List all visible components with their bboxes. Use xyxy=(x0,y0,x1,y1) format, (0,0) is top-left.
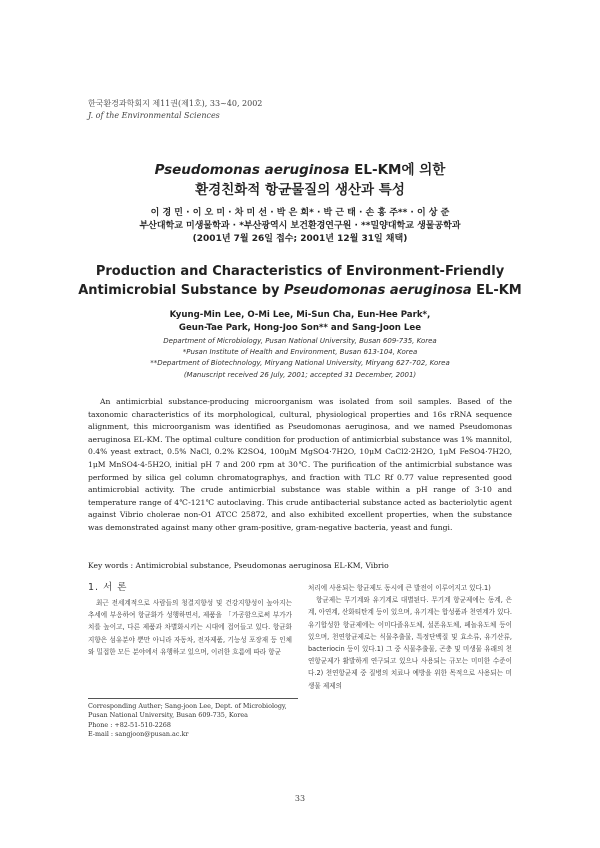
section-heading: 1. 서 론 xyxy=(88,582,128,593)
keywords: Key words : Antimicrobial substance, Pseudomonas aeruginosa EL-KM, Vibrio xyxy=(88,561,389,570)
english-title-line1: Production and Characteristics of Environment-Friendly xyxy=(95,264,505,279)
affiliation-line: Department of Microbiology, Pusan National University, Busan 609-735, Korea xyxy=(163,337,437,345)
korean-title xyxy=(0,160,600,200)
footnote-line: Pusan National University, Busan 609-735, Korea xyxy=(88,711,248,720)
manuscript-dates: (Manuscript received 26 July, 2001; accepted 31 December, 2001) xyxy=(183,370,417,379)
korean-title-species: Pseudomonas aeruginosa xyxy=(154,162,350,178)
corresponding-author-footnote xyxy=(88,698,298,740)
english-title-line2-end: EL-KM xyxy=(471,283,522,298)
left-column xyxy=(88,581,292,658)
korean-title-line1-rest: EL-KM에 의한 xyxy=(349,162,446,178)
english-authors-line1: Kyung-Min Lee, O-Mi Lee, Mi-Sun Cha, Eun-Hee Park*, xyxy=(169,310,431,320)
english-title-species: Pseudomonas aeruginosa xyxy=(284,283,472,298)
korean-title-line2: 환경친화적 항균물질의 생산과 특성 xyxy=(195,182,405,198)
korean-authors-block xyxy=(0,207,600,246)
english-title-line2-start: Antimicrobial Substance by xyxy=(78,283,285,298)
journal-name: J. of the Environmental Sciences xyxy=(88,111,220,120)
footnote-line: Corresponding Auther; Sang-joon Lee, Dept. of Microbiology, xyxy=(88,702,287,710)
english-title xyxy=(0,262,600,300)
korean-affiliation: 부산대학교 미생물학과 · *부산광역시 보건환경연구원 · **밀양대학교 생물공학과 xyxy=(139,221,461,231)
intro-paragraph-2: 항균제는 무기계와 유기계로 대별된다. 무기계 항균제에는 동계, 은계, 아연계, 산화티탄계 등이 있으며, 유기계는 합성품과 천연계가 있다. 유기합성한 항균제에는 이미다졸유도체, 설폰유도체, 페놀유도체 등이 있으며, 천연항균제로는 식물추출물, 특정단백질 및 효소류, 유기산류, bacteriocin 등이 있다.1) 그 중 식물추출물, 곤충 및 미생물 유래의 천연항균제가 활발하게 연구되고 있으나 사용되는 규모는 미미한 수준이다.2) 천연항균제 중 질병의 치료나 예방을 위한 목적으로 사용되는 미생물 제제의 xyxy=(308,596,512,690)
affiliation-line: *Pusan Institute of Health and Environment, Busan 613-104, Korea xyxy=(182,348,418,357)
journal-volume-line: 한국환경과학회지 제11권(제1호), 33~40, 2002 xyxy=(88,99,263,108)
abstract-text: An antimicrbial substance-producing microorganism was isolated from soil samples. Based of the taxonomic characteristics of its morphological, cultural, physiological properties and 16s rRNA sequence alignment, this microorganism was identified as Pseudomonas aeruginosa, and we named Pseudomonas aeruginosa EL-KM. The optimal culture condition for production of antimicrbial substance was 1% mannitol, 0.4% yeast extract, 0.5% NaCl, 0.2% K2SO4, 100μM MgSO4·7H2O, 10μM CaCl2·2H2O, 1μM FeSO4·7H2O, 1μM MnSO4·4-5H2O, initial pH 7 and 200 rpm at 30℃. The purification of the antimicrbial substance was performed by silica gel column chromatographys, and fraction with TLC Rf 0.77 value represented good antimicrobial activity. The crude antimicrbial substance was stable within a pH range of 3-10 and temperature range of 4℃-121℃ autoclaving. This crude antibacterial substance acted as bacteriolytic agent against Vibrio cholerae non-O1 ATCC 25872, and also exhibited excellent properties, when the substance was demonstrated against many other gram-positive, gram-negative bacteria, yeast and fungi. xyxy=(88,397,512,532)
abstract xyxy=(88,396,512,535)
english-affiliations xyxy=(0,336,600,381)
english-authors-line2: Geun-Tae Park, Hong-Joo Son** and Sang-Joon Lee xyxy=(178,323,422,333)
affiliation-line: **Department of Biotechnology, Miryang National University, Miryang 627-702, Korea xyxy=(150,359,450,368)
right-column xyxy=(308,582,512,692)
intro-paragraph-continued: 처리에 사용되는 항균제도 동시에 큰 발전이 이루어지고 있다.1) xyxy=(308,584,491,592)
korean-author-names: 이 경 민 · 이 오 미 · 차 미 선 · 박 은 희* · 박 근 태 · 손 홍 주** · 이 상 준 xyxy=(150,208,450,218)
footnote-phone: Phone : +82-51-510-2268 xyxy=(88,720,171,729)
intro-paragraph: 최근 전세계적으로 사람들의 청결지향성 및 건강지향성이 높아지는 추세에 부응하여 항균화가 성행하면서, 제품을 「가공함으로써 부가가치를 높이고, 다른 제품과 차별화시키는 시대에 접어들고 있다. 항균화 지향은 섬유분야 뿐만 아니라 자동차, 전자제품, 기능성 포장재 등 인체와 밀접한 모든 분야에서 유행하고 있으며, 이러한 흐름에 따라 항균 xyxy=(88,599,292,656)
footnote-email: E-mail : sangjoon@pusan.ac.kr xyxy=(88,730,189,739)
page-number: 33 xyxy=(294,794,306,803)
korean-dates: (2001년 7월 26일 접수; 2001년 12월 31일 채택) xyxy=(192,234,408,244)
english-authors xyxy=(0,309,600,335)
journal-header xyxy=(88,98,262,122)
